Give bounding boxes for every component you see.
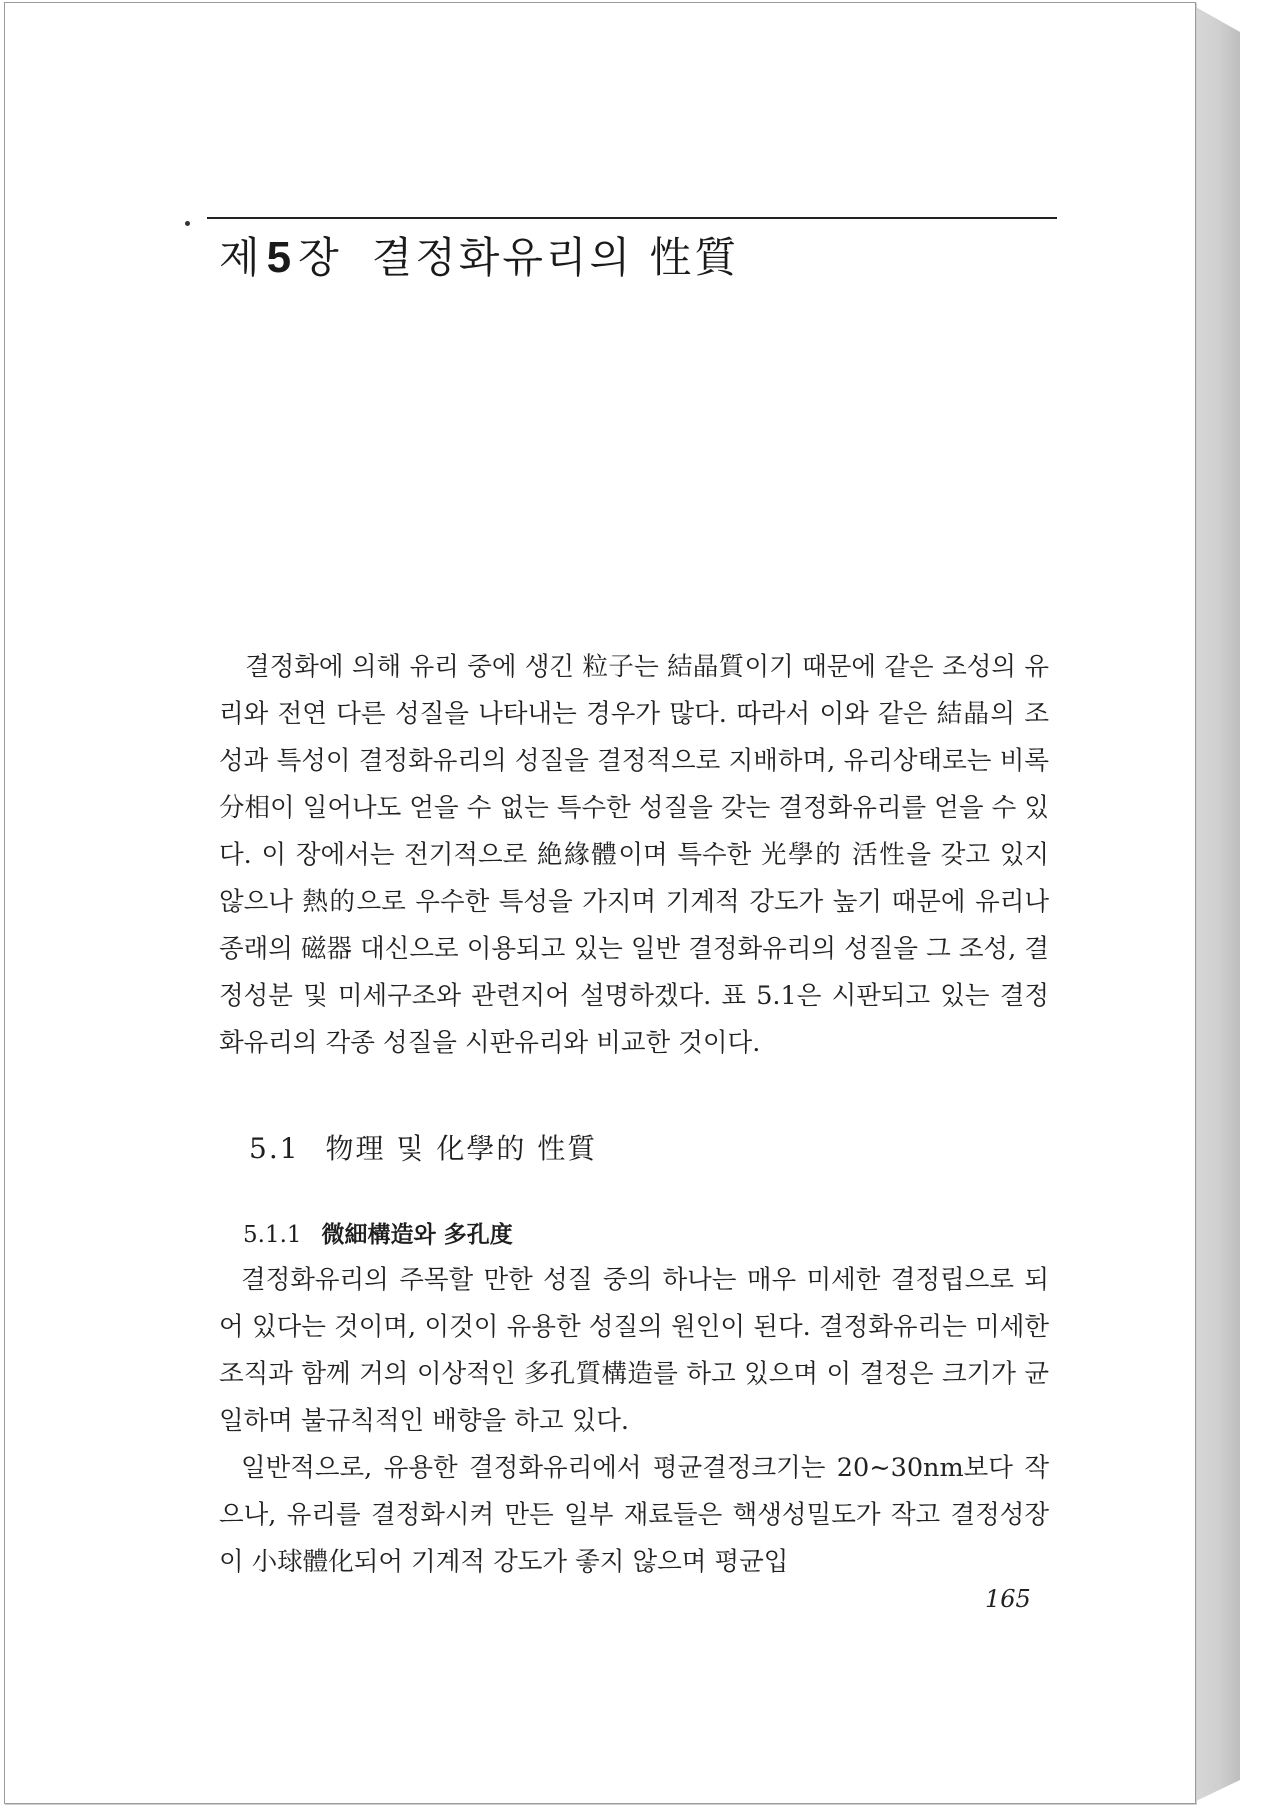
subsection-title: 微細構造와 多孔度: [321, 1221, 513, 1248]
chapter-label-suffix: 장: [298, 233, 342, 282]
book-page: [4, 2, 1196, 1804]
chapter-title: [219, 225, 739, 285]
chapter-rule: [207, 217, 1057, 219]
body-paragraph: 결정화유리의 주목할 만한 성질 중의 하나는 매우 미세한 결정립으로 되어 있다는 것이며, 이것이 유용한 성질의 원인이 된다. 결정화유리는 미세한 조직과 함께 거의 이상적인 多孔質構造를 하고 있으며 이 결정은 크기가 균일하며 불규칙적인 배향을 하고 있다.: [219, 1265, 1049, 1436]
intro-paragraph: 결정화에 의해 유리 중에 생긴 粒子는 結晶質이기 때문에 같은 조성의 유리와 전연 다른 성질을 나타내는 경우가 많다. 따라서 이와 같은 結晶의 조성과 특성이 결정화유리의 성질을 결정적으로 지배하며, 유리상태로는 비록 分相이 일어나도 얻을 수 없는 특수한 성질을 갖는 결정화유리를 얻을 수 있다. 이 장에서는 전기적으로 絶緣體이며 특수한 光學的 活性을 갖고 있지 않으나 熱的으로 우수한 특성을 가지며 기계적 강도가 높기 때문에 유리나 종래의 磁器 대신으로 이용되고 있는 일반 결정화유리의 성질을 그 조성, 결정성분 및 미세구조와 관련지어 설명하겠다. 표 5.1은 시판되고 있는 결정화유리의 각종 성질을 시판유리와 비교한 것이다.: [219, 652, 1049, 1058]
subsection-heading: [243, 1216, 513, 1249]
chapter-title-text: 결정화유리의 性質: [371, 233, 740, 282]
page-number: 165: [985, 1585, 1031, 1613]
section-number: 5.1: [249, 1132, 300, 1165]
printer-mark: [185, 221, 190, 226]
chapter-number: 5: [266, 233, 295, 282]
section-title: 物理 및 化學的 性質: [325, 1132, 598, 1165]
page-edge: [1194, 6, 1240, 1802]
chapter-label-prefix: 제: [219, 233, 263, 282]
subsection-number: 5.1.1: [243, 1222, 302, 1248]
section-heading: [249, 1127, 597, 1167]
body-paragraph: 일반적으로, 유용한 결정화유리에서 평균결정크기는 20∼30nm보다 작으나, 유리를 결정화시켜 만든 일부 재료들은 핵생성밀도가 작고 결정성장이 小球體化되어 기계적 강도가 좋지 않으며 평균입: [219, 1453, 1049, 1577]
page-content: [5, 3, 1195, 1803]
